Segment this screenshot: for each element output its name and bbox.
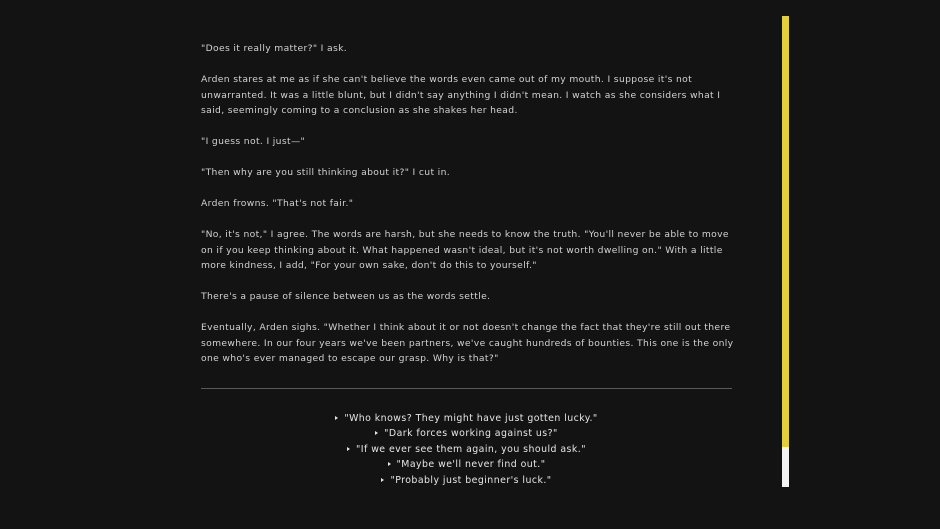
triangle-right-icon	[375, 431, 378, 435]
choice-label: "Dark forces working against us?"	[384, 428, 558, 440]
triangle-right-icon	[347, 447, 350, 451]
choice-label: "If we ever see them again, you should ask."	[356, 443, 586, 455]
choice-option[interactable]	[201, 457, 732, 472]
story-paragraph: Arden frowns. "That's not fair."	[201, 198, 354, 209]
choice-option[interactable]	[201, 411, 732, 426]
choice-option[interactable]	[201, 426, 732, 441]
choice-label: "Probably just beginner's luck."	[390, 474, 552, 486]
choice-list	[201, 411, 732, 488]
story-paragraph: "No, it's not," I agree. The words are harsh, but she needs to know the truth. "You'll never be able to move on if you keep thinking about it. What happened wasn't ideal, but it's not worth dwelling on." With a little more kindness, I add, "For your own sake, don't do this to yourself."	[201, 229, 729, 271]
story-paragraph: "Then why are you still thinking about it?" I cut in.	[201, 167, 451, 178]
choice-option[interactable]	[201, 473, 732, 488]
story-paragraph: "Does it really matter?" I ask.	[201, 43, 348, 54]
story-text	[201, 41, 739, 382]
story-paragraph: Arden stares at me as if she can't believe the words even came out of my mouth. I suppose it's not unwarranted. It was a little blunt, but I didn't say anything I didn't mean. I watch as she considers what I said, seemingly coming to a conclusion as she shakes her head.	[201, 74, 721, 116]
triangle-right-icon	[388, 462, 391, 466]
choice-option[interactable]	[201, 442, 732, 457]
choices-divider	[201, 388, 732, 389]
story-progress-bar	[782, 16, 789, 487]
story-paragraph: There's a pause of silence between us as the words settle.	[201, 291, 491, 302]
triangle-right-icon	[335, 416, 338, 420]
choice-label: "Who knows? They might have just gotten lucky."	[344, 413, 598, 424]
story-paragraph: "I guess not. I just—"	[201, 136, 306, 147]
story-progress-fill	[782, 16, 789, 447]
triangle-right-icon	[381, 478, 384, 482]
choice-label: "Maybe we'll never find out."	[396, 459, 546, 471]
story-paragraph: Eventually, Arden sighs. "Whether I think about it or not doesn't change the fact that they're still out there somewhere. In our four years we've been partners, we've caught hundreds of bounties. This one is the only one who's ever managed to escape our grasp. Why is that?"	[201, 322, 734, 364]
